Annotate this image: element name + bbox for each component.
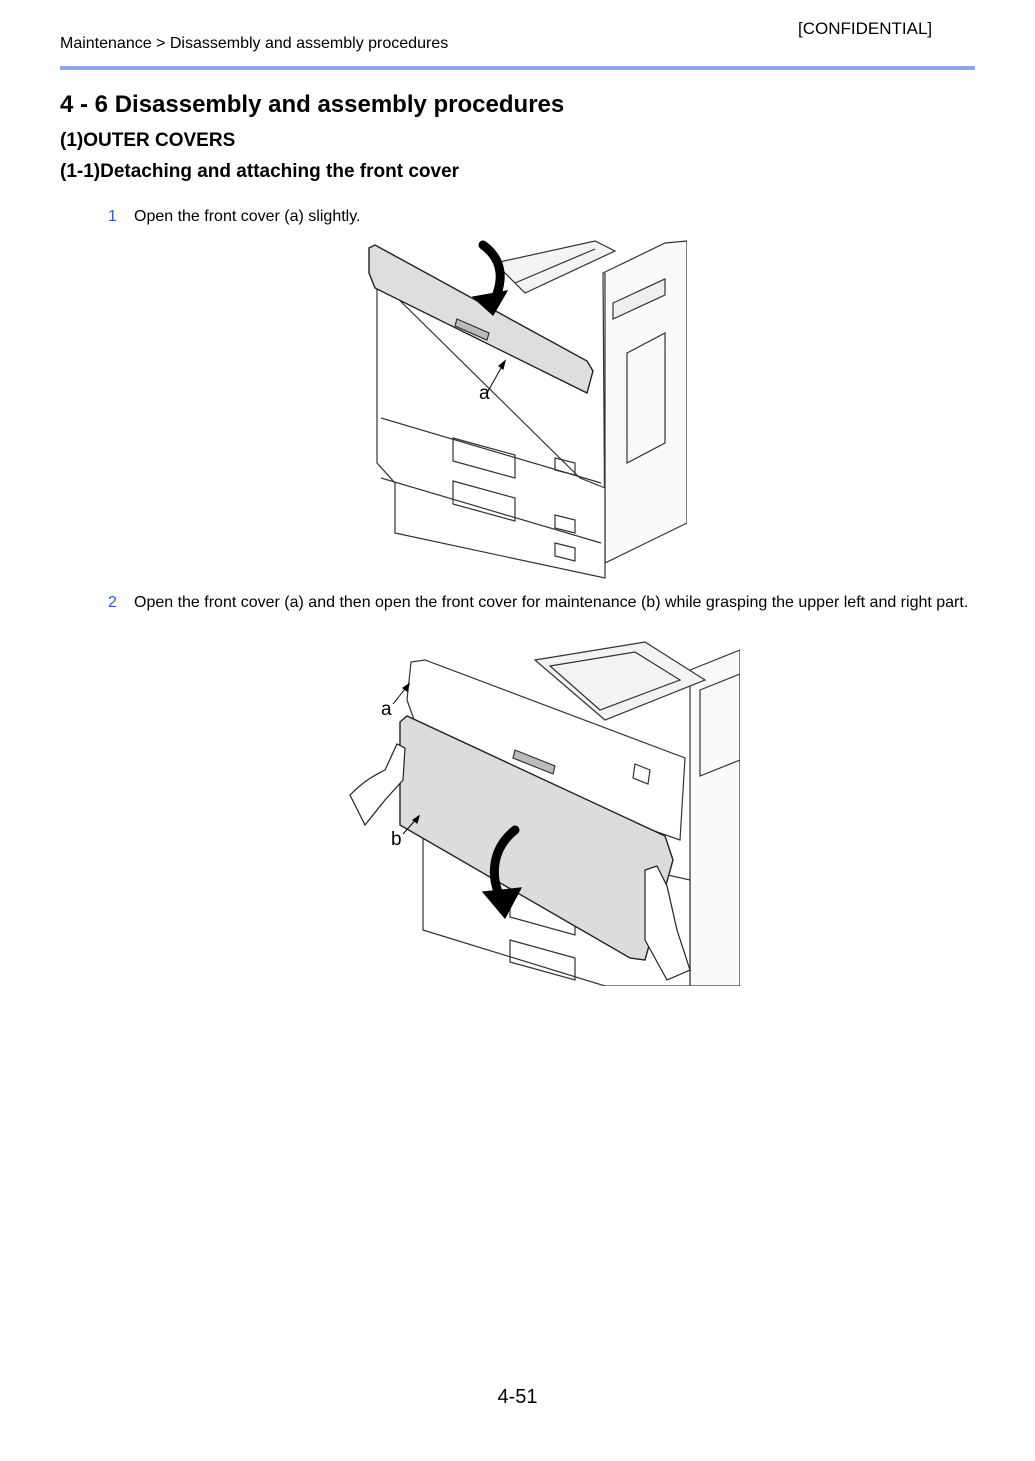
step-number: 1 xyxy=(108,208,117,225)
step-text: Open the front cover (a) and then open the front cover for maintenance (b) while grasping the upper left and right part. xyxy=(134,594,969,611)
figure-maintenance-cover-open xyxy=(345,640,740,986)
breadcrumb: Maintenance > Disassembly and assembly procedures xyxy=(60,35,449,52)
section-subsubtitle: (1-1)Detaching and attaching the front cover xyxy=(60,161,460,182)
section-title: 4 - 6 Disassembly and assembly procedures xyxy=(60,91,565,118)
callout-a: a xyxy=(479,383,490,404)
header-rule xyxy=(60,66,975,70)
confidential-label: [CONFIDENTIAL] xyxy=(798,19,933,38)
page-number: 4-51 xyxy=(497,1386,538,1408)
callout-a: a xyxy=(381,699,392,720)
step-number: 2 xyxy=(108,594,117,611)
callout-b: b xyxy=(391,829,402,850)
step-text: Open the front cover (a) slightly. xyxy=(134,208,361,225)
section-subtitle: (1)OUTER COVERS xyxy=(60,130,236,151)
figure-front-cover-slightly-open xyxy=(365,233,687,579)
